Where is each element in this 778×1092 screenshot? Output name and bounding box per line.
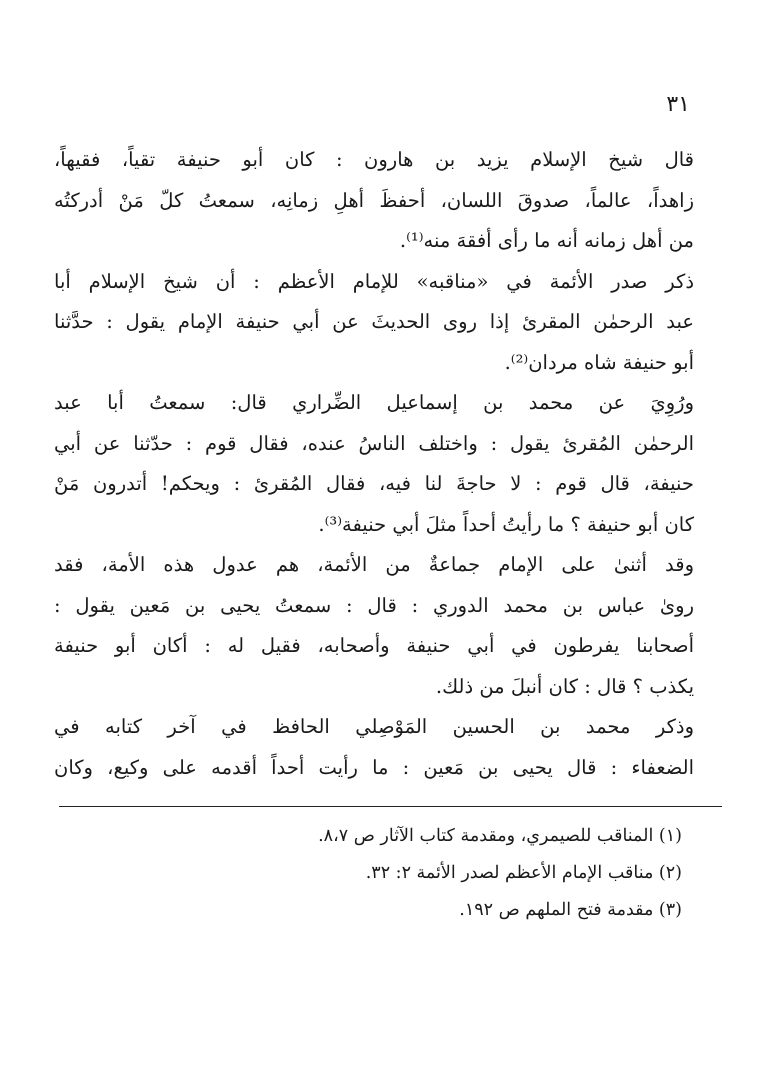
text-line: ذكر صدر الأئمة في «مناقبه» للإمام الأعظم : أن شيخ الإسلام أبا — [54, 269, 694, 293]
footnote-2: (٢) مناقب الإمام الأعظم لصدر الأئمة ٢: ٣٢. — [365, 863, 682, 883]
text-line: الضعفاء : قال يحيى بن مَعين : ما رأيت أحداً أقدمه على وكيع، وكان — [54, 755, 694, 779]
text-line: قال شيخ الإسلام يزيد بن هارون : كان أبو حنيفة تقياً، فقيهاً، — [54, 148, 694, 171]
footnotes — [82, 818, 682, 929]
text-line: وذكر محمد بن الحسين المَوْصِلي الحافظ في آخر كتابه في — [54, 715, 694, 738]
paragraph-2 — [54, 262, 722, 384]
footnote-1: (١) المناقب للصيمري، ومقدمة كتاب الآثار ص ٨،٧. — [318, 826, 682, 846]
text-line: عبد الرحمٰن المقرئ إذا روى الحديثَ عن أبي حنيفة الإمام يقول : حدَّثنا — [54, 310, 694, 333]
text-line: أصحابنا يفرطون في أبي حنيفة وأصحابه، فقيل له : أكان أبو حنيفة — [54, 634, 694, 657]
text-line: الرحمٰن المُقرئ يقول : واختلف الناسُ عنده، فقال قوم : حدّثنا عن أبي — [54, 431, 694, 455]
footnote-3: (٣) مقدمة فتح الملهم ص ١٩٢. — [459, 900, 682, 920]
paragraph-4 — [54, 545, 722, 707]
footnote-divider — [59, 806, 722, 807]
text-line: وقد أثنىٰ على الإمام جماعةٌ من الأئمة، هم عدول هذه الأمة، فقد — [54, 553, 694, 576]
paragraph-3 — [54, 383, 722, 545]
text-line: أبو حنيفة شاه مردان⁽²⁾. — [504, 350, 694, 374]
text-line: يكذب ؟ قال : كان أنبلَ من ذلك. — [435, 674, 694, 698]
body-text — [54, 140, 722, 788]
paragraph-5 — [54, 707, 722, 788]
text-line: كان أبو حنيفة ؟ ما رأيتُ أحداً مثلَ أبي حنيفة⁽³⁾. — [318, 512, 694, 536]
paragraph-1 — [54, 140, 722, 262]
text-line: روىٰ عباس بن محمد الدوري : قال : سمعتُ يحيى بن مَعين يقول : — [54, 593, 694, 617]
text-line: من أهل زمانه أنه ما رأى أفقهَ منه⁽¹⁾. — [399, 229, 694, 252]
text-line: حنيفة، قال قوم : لا حاجةَ لنا فيه، فقال المُقرئ : ويحكم! أتدرون مَنْ — [54, 472, 694, 495]
text-line: ورُوِيَ عن محمد بن إسماعيل الضِّراري قال: سمعتُ أبا عبد — [54, 391, 694, 414]
page-number: ٣١ — [666, 92, 690, 117]
text-line: زاهداً، عالماً، صدوقَ اللسان، أحفظَ أهلِ زمانِه، سمعتُ كلّ مَنْ أدركتُه — [54, 188, 694, 212]
